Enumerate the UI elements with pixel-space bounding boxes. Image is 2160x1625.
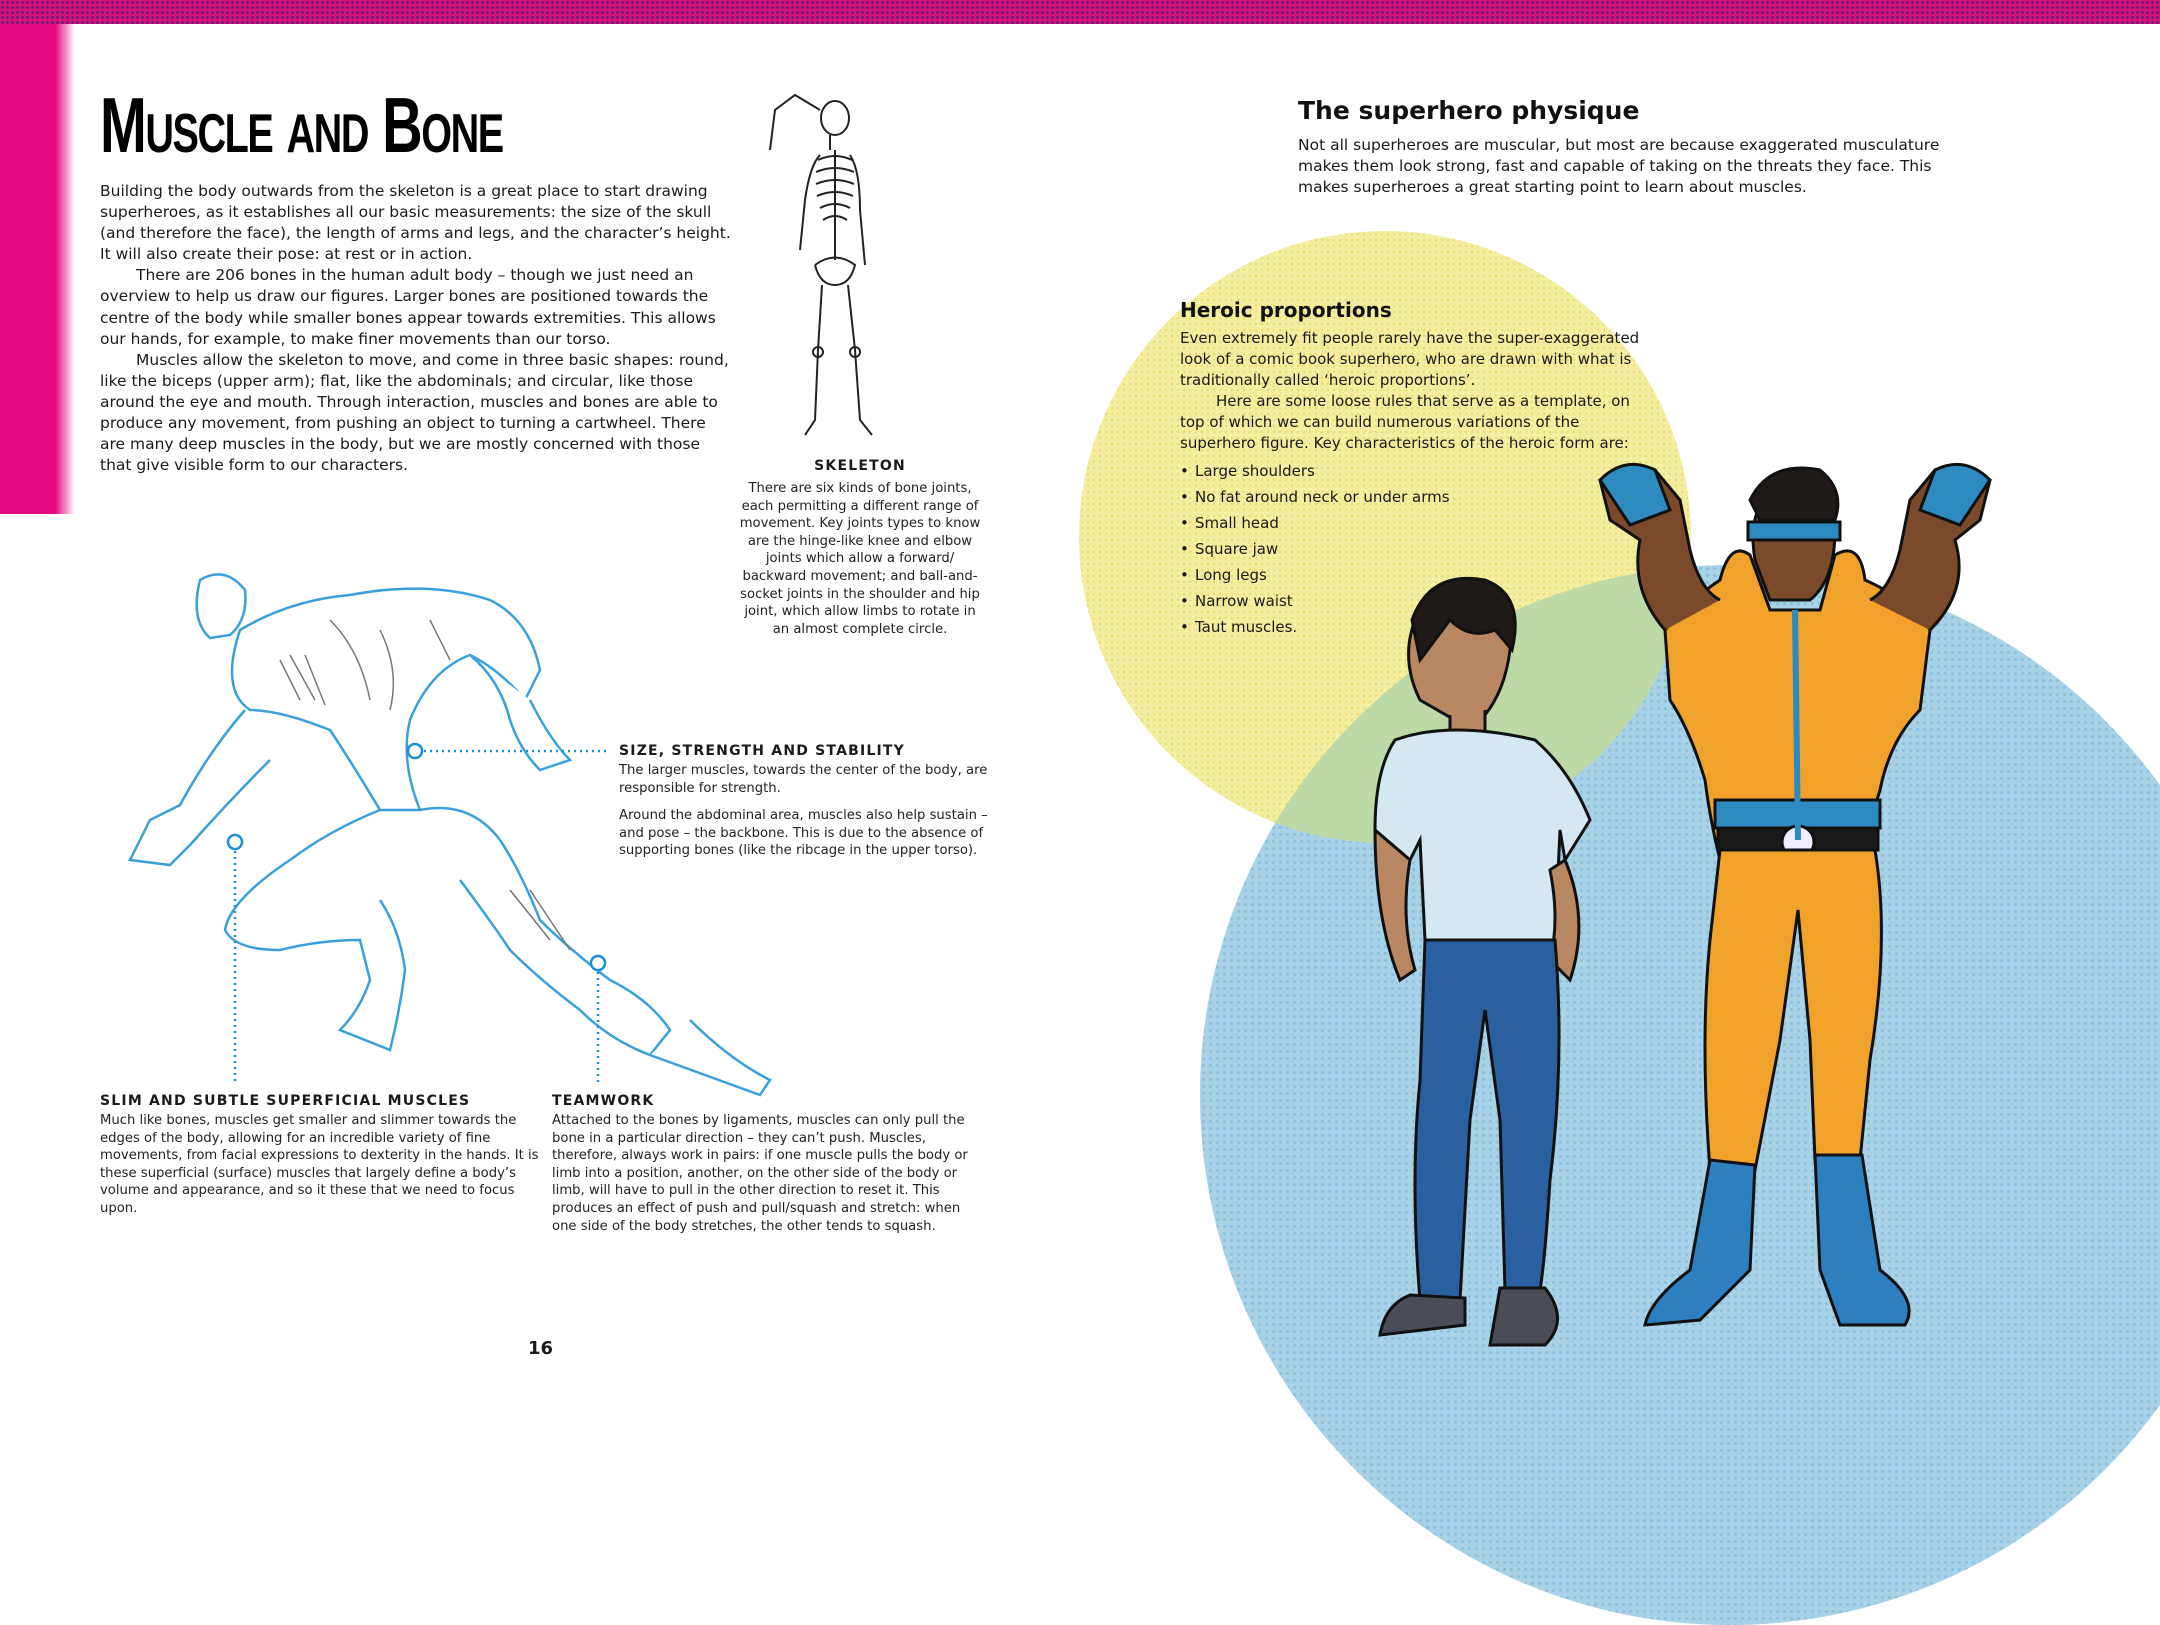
list-item: • No fat around neck or under arms xyxy=(1180,484,1650,510)
size-strength-paragraph: The larger muscles, towards the center of the body, are responsible for strength. xyxy=(619,763,988,796)
page-title: Muscle and Bone xyxy=(100,81,503,169)
skeleton-heading: SKELETON xyxy=(814,458,906,474)
section-intro: Not all superheroes are muscular, but most are because exaggerated musculature makes them look strong, fast and capable of taking on the threats they face. This makes superheroes a great starting point to learn about muscles. xyxy=(1298,136,1940,196)
callout-marker-teamwork xyxy=(591,956,605,970)
list-item: • Narrow waist xyxy=(1180,588,1650,614)
skeleton-text: There are six kinds of bone joints, each permitting a different range of movement. Key joints types to know are the hinge-like knee and elbow joints which allow a forward/ backward movement; and ball-and-socket joints in the shoulder and hip joint, which allow limbs to rotate in an almost complete circle. xyxy=(739,481,981,637)
list-item: • Small head xyxy=(1180,510,1650,536)
page-number: 16 xyxy=(528,1338,554,1359)
list-item: • Long legs xyxy=(1180,562,1650,588)
teamwork-callout xyxy=(552,1093,972,1235)
teamwork-heading: TEAMWORK xyxy=(552,1093,655,1109)
callout-marker-slim xyxy=(228,835,242,849)
list-item: • Large shoulders xyxy=(1180,458,1650,484)
slim-subtle-text: Much like bones, muscles get smaller and slimmer towards the edges of the body, allowing for an incredible variety of fine movements, from facial expressions to dexterity in the hands. It is these superficial (surface) muscles that largely define a body’s volume and appearance, and so it these that we need to focus upon. xyxy=(100,1113,539,1216)
size-strength-paragraph: Around the abdominal area, muscles also help sustain – and pose – the backbone. This is due to the absence of supporting bones (like the ribcage in the upper torso). xyxy=(619,808,988,859)
intro-paragraph: Building the body outwards from the skeleton is a great place to start drawing superheroes, as it establishes all our basic measurements: the size of the skull (and therefore the face), the length of arms and legs, and the character’s height. It will also create their pose: at rest or in action. xyxy=(100,182,731,264)
slim-subtle-callout xyxy=(100,1093,540,1218)
section-title: The superhero physique xyxy=(1298,96,1640,125)
size-strength-callout xyxy=(619,743,989,860)
list-item: • Square jaw xyxy=(1180,536,1650,562)
heroic-heading: Heroic proportions xyxy=(1180,298,1392,322)
superhero-illustration xyxy=(1570,440,2050,1370)
callout-marker-size xyxy=(408,744,422,758)
size-strength-heading: SIZE, STRENGTH AND STABILITY xyxy=(619,743,906,759)
heroic-paragraph: Even extremely fit people rarely have the super-exaggerated look of a comic book superhero, who are drawn with what is traditionally called ‘heroic proportions’. xyxy=(1180,329,1640,389)
intro-paragraph: There are 206 bones in the human adult body – though we just need an overview to help us draw our figures. Larger bones are positioned towards the centre of the body while smaller bones appear towards extremities. This allows our hands, for example, to make finer movements than our torso. xyxy=(100,266,716,348)
teamwork-text: Attached to the bones by ligaments, muscles can only pull the bone in a particular direction – they can’t push. Muscles, therefore, always work in pairs: if one muscle pulls the body or limb into a position, another, on the other side of the body or limb, will have to pull in the other direction to reset it. This produces an effect of push and pull/squash and stretch: when one side of the body stretches, the other tends to squash. xyxy=(552,1113,968,1234)
slim-subtle-heading: SLIM AND SUBTLE SUPERFICIAL MUSCLES xyxy=(100,1093,471,1109)
intro-paragraph: Muscles allow the skeleton to move, and come in three basic shapes: round, like the biceps (upper arm); flat, like the abdominals; and circular, like those around the eye and mouth. Through interaction, muscles and bones are able to produce any movement, from pushing an object to turning a cartwheel. There are many deep muscles in the body, but we are mostly concerned with those that give visible form to our characters. xyxy=(100,350,729,475)
list-item: • Taut muscles. xyxy=(1180,614,1650,640)
heroic-paragraph: Here are some loose rules that serve as a template, on top of which we can build numerous variations of the superhero figure. Key characteristics of the heroic form are: xyxy=(1180,392,1630,452)
